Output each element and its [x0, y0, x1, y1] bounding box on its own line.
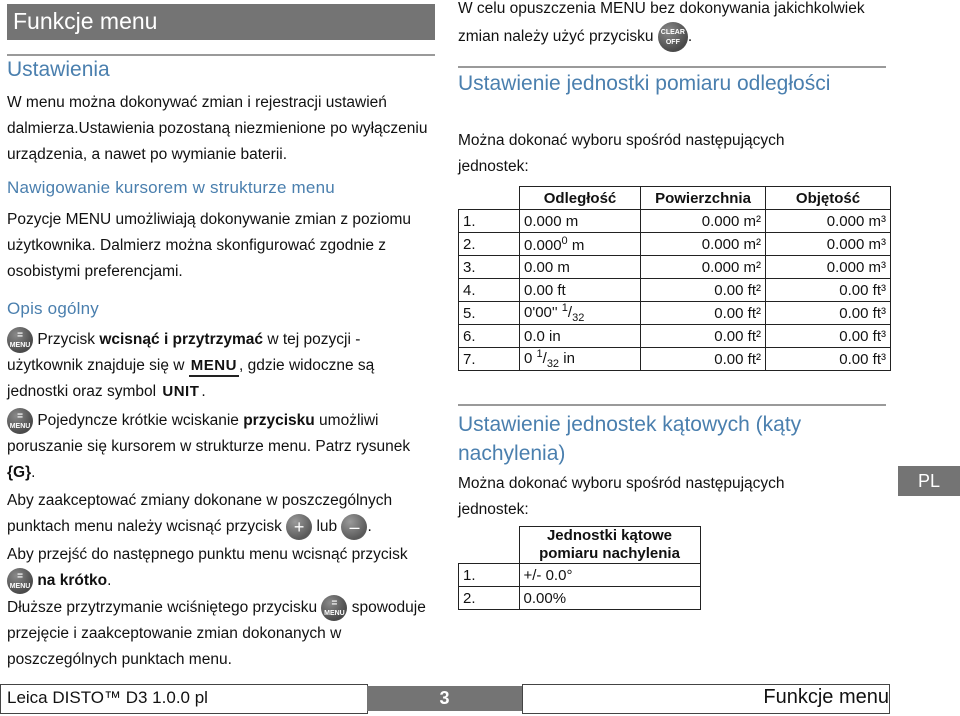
column-header: Odległość: [520, 187, 641, 210]
row-number: 7.: [459, 348, 520, 371]
angle-title: Ustawienie jednostek kątowych (kąty nachylenia): [458, 413, 802, 465]
area-unit: 0.000 m²: [641, 210, 766, 233]
table-header-row: [459, 527, 701, 564]
divider: [458, 404, 886, 406]
overview-paragraph-3: [7, 488, 435, 540]
nav-paragraph: Pozycje MENU umożliwiają dokonywanie zmian z poziomu użytkownika. Dalmierz można skonfigurować zgodnie z osobistymi preferencjami.: [7, 211, 412, 280]
row-number: 6.: [459, 325, 520, 348]
overview-paragraph-1: [7, 327, 435, 405]
footer-section: Funkcje menu: [763, 686, 889, 708]
divider: [458, 66, 886, 68]
divider: [7, 54, 435, 56]
text: Pojedyncze krótkie wciskanie: [37, 412, 239, 430]
page-number: 3: [367, 686, 522, 711]
settings-paragraph: W menu można dokonywać zmian i rejestracji ustawień dalmierza.Ustawienia pozostaną niezmienione po wyłączeniu urządzenia, a nawet po wymianie baterii.: [7, 94, 428, 163]
distance-unit: [520, 279, 641, 302]
unit-part: 0: [524, 350, 537, 367]
menu-button-icon: = MENU: [7, 327, 33, 353]
volume-unit: 0.000 m³: [766, 233, 891, 256]
language-tab: PL: [898, 466, 960, 496]
unit-part: 0.00 m: [524, 258, 570, 276]
row-number: 1.: [459, 210, 520, 233]
column-header: Jednostki kątowe pomiaru nachylenia: [519, 527, 700, 564]
area-unit: 0.00 ft²: [641, 302, 766, 325]
text-bold: wcisnąć i przytrzymać: [99, 331, 264, 349]
text: .: [201, 383, 206, 401]
text-bold: przycisku: [243, 412, 315, 430]
table-row: [459, 348, 891, 371]
text: Aby przejść do następnego punktu menu wcisnąć przycisk: [7, 546, 408, 563]
text: w tej pozycji - użytkownik znajduje się w: [7, 331, 361, 375]
unit-part: m: [567, 236, 585, 254]
unit-part: in: [559, 350, 575, 367]
area-unit: 0.000 m²: [641, 256, 766, 279]
table-corner: [459, 187, 520, 210]
text: lub: [316, 518, 338, 536]
unit-part: 32: [546, 358, 560, 370]
distance-unit: [520, 348, 641, 371]
exit-note: [458, 0, 898, 52]
unit-part: /: [542, 350, 547, 367]
distance-unit: [520, 302, 641, 325]
text: Dłuższe przytrzymanie wciśniętego przycisku: [7, 599, 318, 617]
row-number: 5.: [459, 302, 520, 325]
footer-product: Leica DISTO™ D3 1.0.0 pl: [7, 688, 208, 707]
volume-unit: 0.00 ft³: [766, 279, 891, 302]
row-number: 3.: [459, 256, 520, 279]
overview-paragraph-5: [7, 595, 435, 673]
column-header: Powierzchnia: [641, 187, 766, 210]
text: spowoduje przejęcie i zaakceptowanie zmian dokonanych w poszczególnych punktach menu.: [7, 599, 426, 669]
text: .: [367, 518, 372, 536]
column-header: Objętość: [766, 187, 891, 210]
unit-part: /: [567, 304, 573, 321]
distance-unit: [520, 325, 641, 348]
volume-unit: 0.000 m³: [766, 210, 891, 233]
row-number: 4.: [459, 279, 520, 302]
table-corner: [459, 527, 520, 564]
table-row: [459, 564, 701, 587]
angle-paragraph: Można dokonać wyboru spośród następujących jednostek:: [458, 475, 785, 518]
text: Przycisk: [37, 331, 96, 349]
area-unit: 0.00 ft²: [641, 279, 766, 302]
table-row: [459, 256, 891, 279]
angle-unit: 0.00%: [519, 587, 700, 610]
distance-units-table: [458, 186, 891, 371]
overview-paragraph-2: [7, 408, 435, 486]
menu-button-icon: = MENU: [7, 568, 33, 594]
angle-units-table: [458, 526, 701, 610]
distance-unit: [520, 210, 641, 233]
text-bold: na krótko: [37, 572, 108, 590]
clear-off-button-icon: CLEAR OFF: [658, 22, 688, 52]
text: .: [107, 572, 112, 590]
overview-title: Opis ogólny: [7, 299, 99, 318]
minus-button-icon: –: [341, 514, 367, 540]
row-number: 2.: [459, 233, 520, 256]
table-row: [459, 325, 891, 348]
unit-part: 0: [561, 234, 568, 247]
distance-unit: [520, 233, 641, 256]
area-unit: 0.00 ft²: [641, 325, 766, 348]
figure-ref: {G}: [7, 464, 32, 482]
unit-part: 1: [536, 348, 543, 360]
unit-part: 0.000: [524, 236, 562, 254]
row-number: 1.: [459, 564, 520, 587]
unit-display-symbol: UNIT: [162, 383, 200, 401]
footer-right-box: [522, 684, 890, 714]
volume-unit: 0.00 ft³: [766, 325, 891, 348]
unit-part: 1: [561, 302, 568, 314]
table-header-row: [459, 187, 891, 210]
volume-unit: 0.00 ft³: [766, 302, 891, 325]
menu-button-icon: = MENU: [321, 595, 347, 621]
area-unit: 0.000 m²: [641, 233, 766, 256]
distance-unit: [520, 256, 641, 279]
footer-left-box: [0, 684, 368, 714]
page-title: Funkcje menu: [13, 8, 158, 34]
table-row: [459, 210, 891, 233]
settings-title: Ustawienia: [7, 58, 110, 81]
table-row: [459, 302, 891, 325]
distance-paragraph: Można dokonać wyboru spośród następujących jednostek:: [458, 132, 785, 175]
unit-part: 32: [572, 312, 585, 324]
area-unit: 0.00 ft²: [641, 348, 766, 371]
unit-part: 0'00'': [524, 304, 562, 321]
menu-button-icon: = MENU: [7, 408, 33, 434]
table-row: [459, 587, 701, 610]
menu-display-symbol: MENU: [189, 357, 239, 377]
unit-part: 0.0 in: [524, 327, 561, 345]
header-bar: [7, 4, 435, 40]
nav-title: Nawigowanie kursorem w strukturze menu: [7, 178, 335, 197]
angle-unit: +/- 0.0°: [519, 564, 700, 587]
text: .: [687, 28, 693, 46]
volume-unit: 0.000 m³: [766, 256, 891, 279]
text: W celu opuszczenia MENU bez dokonywania jakichkolwiek zmian należy użyć przycisku: [458, 0, 865, 46]
row-number: 2.: [459, 587, 520, 610]
volume-unit: 0.00 ft³: [766, 348, 891, 371]
table-row: [459, 233, 891, 256]
unit-part: 0.00 ft: [524, 281, 566, 299]
text: umożliwi poruszanie się kursorem w strukturze menu. Patrz rysunek: [7, 412, 411, 456]
text: , gdzie widoczne są jednostki oraz symbol: [7, 357, 375, 401]
text: Aby zaakceptować zmiany dokonane w poszczególnych punktach menu należy wcisnąć przycisk: [7, 492, 393, 536]
table-row: [459, 279, 891, 302]
distance-title: Ustawienie jednostki pomiaru odległości: [458, 72, 831, 95]
unit-part: 0.000 m: [524, 212, 579, 230]
overview-paragraph-4: [7, 542, 435, 594]
text: .: [31, 464, 36, 482]
plus-button-icon: +: [286, 514, 312, 540]
